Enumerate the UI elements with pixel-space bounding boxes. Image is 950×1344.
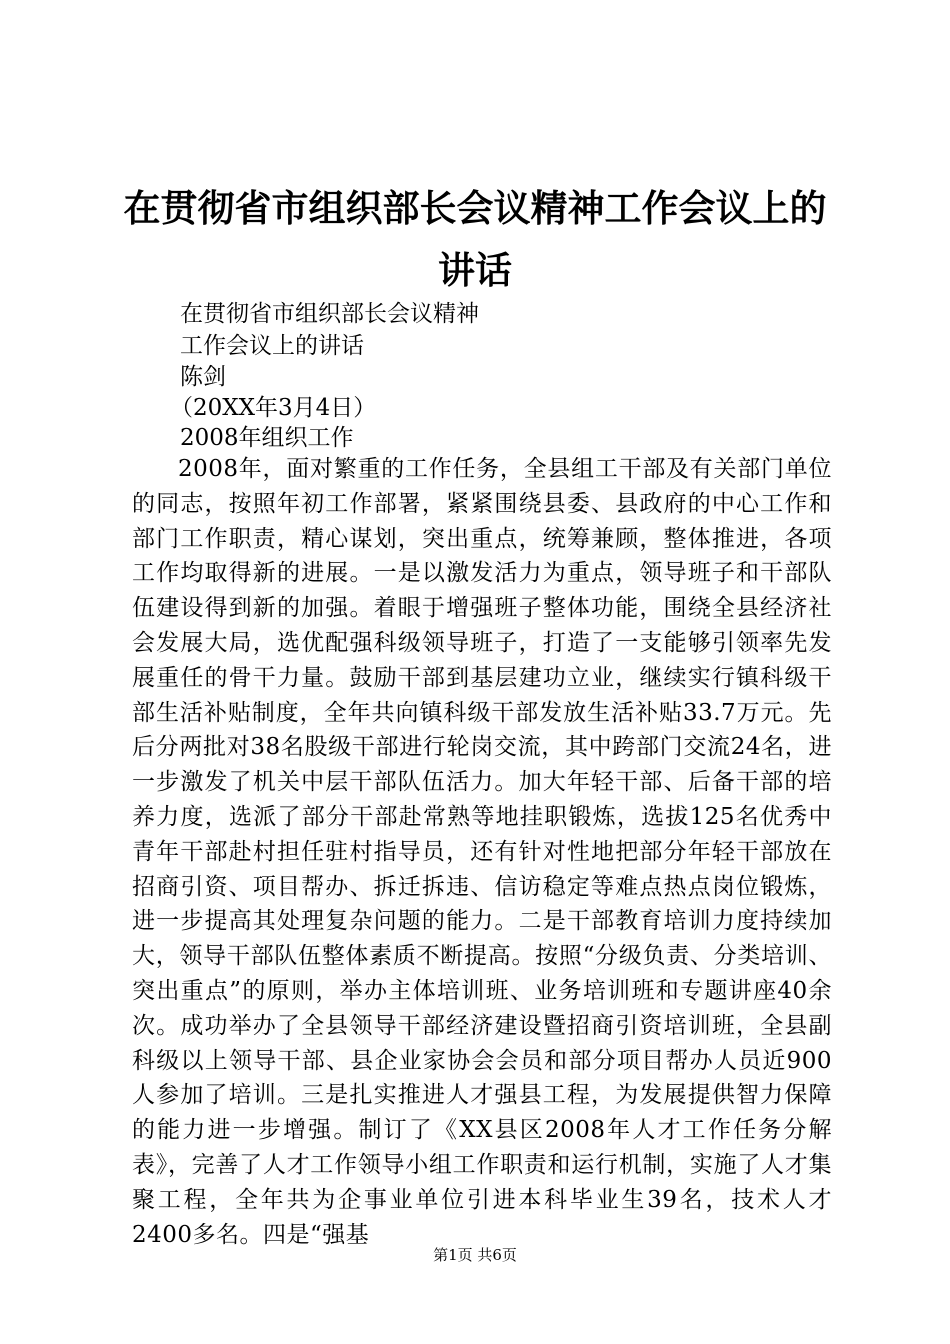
author-name: 陈剑 [180, 364, 226, 390]
subtitle-line-1: 在贯彻省市组织部长会议精神 [180, 301, 479, 327]
subtitle-line-2: 工作会议上的讲话 [180, 333, 364, 359]
speech-date: （20XX年3月4日） [170, 395, 377, 421]
section-heading: 2008年组织工作 [180, 425, 354, 451]
body-paragraph: 2008年，面对繁重的工作任务，全县组工干部及有关部门单位的同志，按照年初工作部署，紧紧围绕县委、县政府的中心工作和部门工作职责，精心谋划，突出重点，统筹兼顾，整体推进，各项工作均取得新的进展。一是以激发活力为重点，领导班子和干部队伍建设得到新的加强。着眼于增强班子整体功能，围绕全县经济社会发展大局，选优配强科级领导班子，打造了一支能够引领率先发展重任的骨干力量。鼓励干部到基层建功立业，继续实行镇科级干部生活补贴制度，全年共向镇科级干部发放生活补贴33.7万元。先后分两批对38名股级干部进行轮岗交流，其中跨部门交流24名，进一步激发了机关中层干部队伍活力。加大年轻干部、后备干部的培养力度，选派了部分干部赴常熟等地挂职锻炼，选拔125名优秀中青年干部赴村担任驻村指导员，还有针对性地把部分年轻干部放在招商引资、项目帮办、拆迁拆违、信访稳定等难点热点岗位锻炼，进一步提高其处理复杂问题的能力。二是干部教育培训力度持续加大，领导干部队伍整体素质不断提高。按照“分级负责、分类培训、突出重点”的原则，举办主体培训班、业务培训班和专题讲座40余次。成功举办了全县领导干部经济建设暨招商引资培训班，全县副科级以上领导干部、县企业家协会会员和部分项目帮办人员近900人参加了培训。三是扎实推进人才强县工程，为发展提供智力保障的能力进一步增强。制订了《XX县区2008年人才工作任务分解表》，完善了人才工作领导小组工作职责和运行机制，实施了人才集聚工程，全年共为企事业单位引进本科毕业生39名，技术人才2400多名。四是“强基 [132, 456, 832, 1248]
page-footer: 第1页 共6页 [433, 1246, 517, 1264]
document-title: 在贯彻省市组织部长会议精神工作会议上的讲话 [123, 187, 827, 292]
